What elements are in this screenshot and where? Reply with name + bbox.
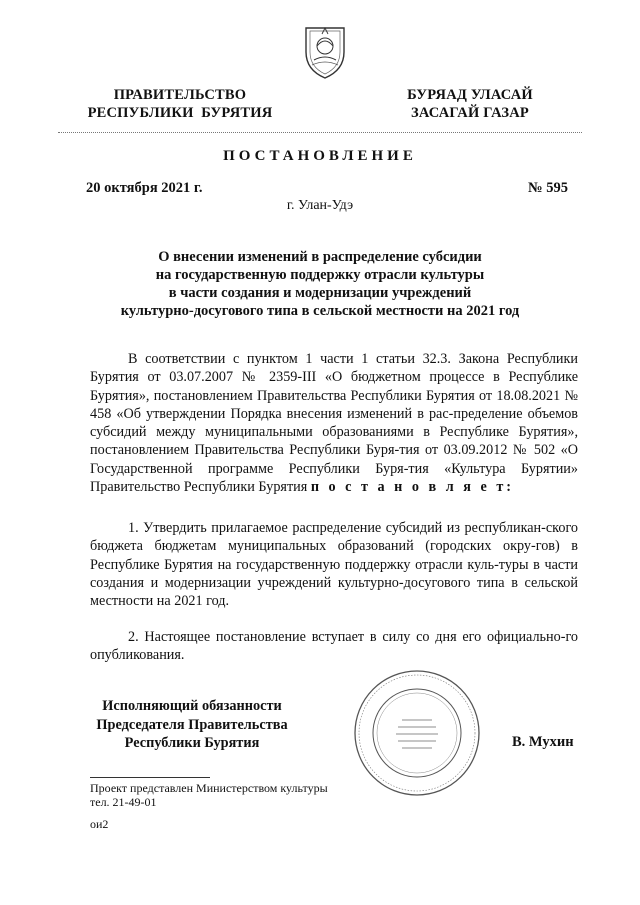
item-2-paragraph: 2. Настоящее постановление вступает в силу со дня его официально-го опубликования. [90, 629, 578, 664]
title-line: на государственную поддержку отрасли культуры [155, 267, 485, 283]
header-right-line1: БУРЯАД УЛАСАЙ [407, 87, 533, 103]
document-number: № 595 [528, 180, 568, 196]
title-line: в части создания и модернизации учреждений [168, 285, 472, 301]
position-line: Исполняющий обязанности [102, 698, 282, 714]
footer-phone: тел. 21-49-01 [90, 795, 157, 809]
coat-of-arms-emblem [300, 22, 350, 80]
position-line: Председателя Правительства [96, 716, 288, 733]
footer-prepared-by: Проект представлен Министерством культуры [90, 781, 328, 795]
position-line: Республики Бурятия [124, 735, 260, 751]
footer-code: ои2 [90, 817, 109, 831]
title-line: О внесении изменений в распределение субсидии [158, 249, 482, 265]
document-city: г. Улан-Удэ [286, 198, 354, 213]
signatory-name: В. Мухин [512, 734, 574, 750]
header-right [380, 86, 560, 122]
preamble-text: В соответствии с пунктом 1 части 1 статьи 32.3. Закона Республики Бурятия от 03.07.2007 № 2359-III «О бюджетном процессе в Республике Бурятия», постановлением Правительства Республики Бурятия от 18.08.2021 № 458 «Об утверждении Порядка внесения изменений в рас-пределение объемов субсидий между муниципальными образованиями в Республике Бурятия», постановлением Правительства Республики Буря-тия от 03.09.2012 № 502 «О Государственной программе Республики Буря-тия «Культура Бурятии» Правительство Республики Бурятия [90, 351, 578, 496]
preamble-paragraph [90, 350, 578, 496]
official-stamp [352, 668, 482, 798]
footer-rule [90, 777, 210, 778]
signatory-position [82, 697, 302, 753]
header-right-line2: ЗАСАГАЙ ГАЗАР [411, 105, 529, 121]
document-type: ПОСТАНОВЛЕНИЕ [223, 148, 417, 164]
decree-word: п о с т а н о в л я е т: [310, 479, 515, 496]
header-left-line2: РЕСПУБЛИКИ БУРЯТИЯ [87, 105, 273, 121]
title-line: культурно-досугового типа в сельской местности на 2021 год [120, 303, 520, 319]
header-divider [58, 132, 582, 133]
header-left [80, 86, 280, 122]
header-left-line1: ПРАВИТЕЛЬСТВО [113, 87, 247, 103]
document-title [60, 248, 580, 320]
item-1-paragraph: 1. Утвердить прилагаемое распределение субсидий из республикан-ского бюджета бюджетам муниципальных образований (городских окру-гов) в Республике Бурятия на государственную поддержку отрасли куль-туры в части создания и модернизации учреждений культурно-досугового типа в сельской местности на 2021 год. [90, 520, 578, 610]
document-date: 20 октября 2021 г. [86, 180, 203, 196]
